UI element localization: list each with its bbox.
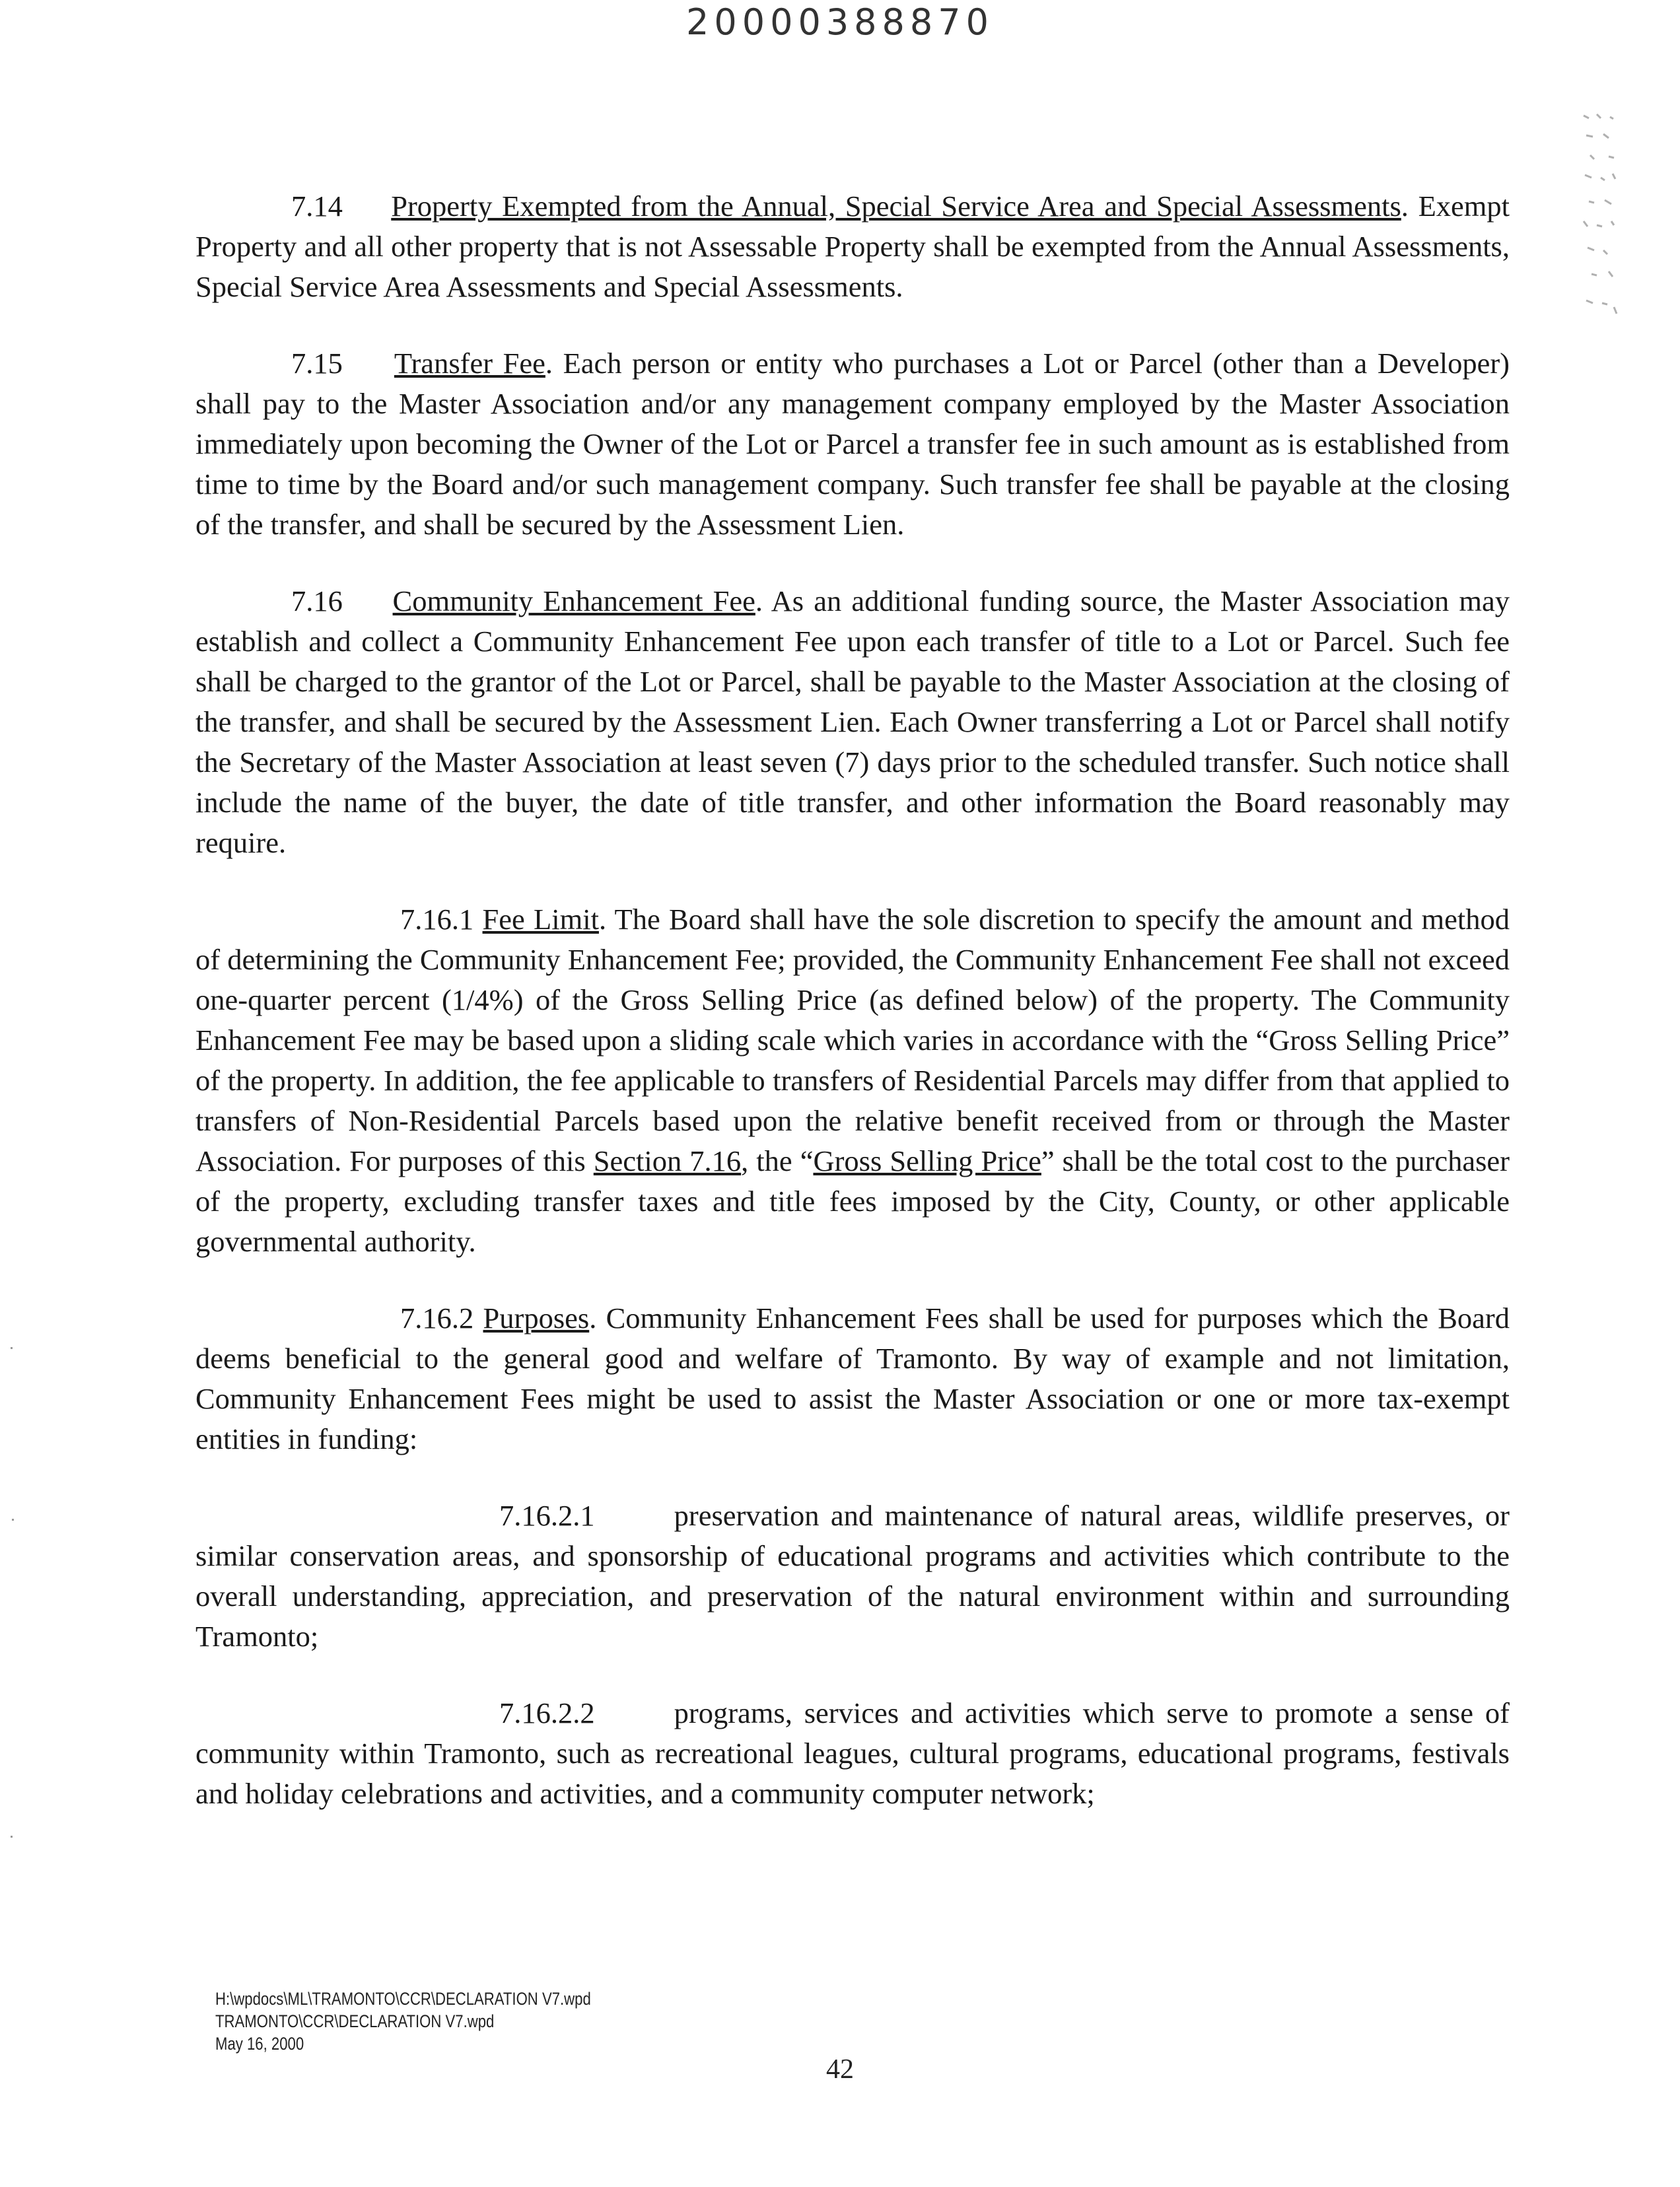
scan-speck: [12, 1519, 14, 1521]
section-number: 7.16: [291, 584, 343, 617]
section-title: Transfer Fee: [394, 347, 545, 380]
section-7-16-2-1: [195, 1496, 1510, 1657]
section-number: 7.16.2: [400, 1302, 474, 1335]
section-text: preservation and maintenance of natural areas, wildlife preserves, or similar conservation areas, and sponsorship of educational programs and activities which contribute to the overall understanding, appreciation, and preservation of the natural environment within and surrounding Tramonto;: [195, 1499, 1510, 1653]
section-7-15: [195, 343, 1510, 545]
defined-term: Gross Selling Price: [813, 1144, 1041, 1177]
section-number: 7.16.2.1: [499, 1499, 595, 1532]
section-number: 7.16.1: [400, 903, 474, 936]
section-number: 7.15: [291, 347, 343, 380]
section-reference: Section 7.16: [593, 1144, 742, 1177]
section-text: , the “: [741, 1144, 814, 1177]
section-text: . The Board shall have the sole discretion to specify the amount and method of determining the Community Enhancement Fee; provided, the Community Enhancement Fee shall not exceed one-quarter percent (1/4%) of the Gross Selling Price (as defined below) of the property. The Community Enhancement Fee may be based upon a sliding scale which varies in accordance with the “Gross Selling Price” of the property. In addition, the fee applicable to transfers of Residential Parcels may differ from that applied to transfers of Non-Residential Parcels based upon the relative benefit received from or through the Master Association. For purposes of this: [195, 903, 1510, 1177]
section-7-16-2-2: [195, 1693, 1510, 1814]
section-text: ” shall be the total cost to the purchaser of the property, excluding transfer taxes and title fees imposed by the City, County, or other applicable governmental authority.: [195, 1144, 1510, 1258]
section-text: . Each person or entity who purchases a Lot or Parcel (other than a Developer) shall pay to the Master Association and/or any management company employed by the Master Association immediately upon becoming the Owner of the Lot or Parcel a transfer fee in such amount as is established from time to time by the Board and/or such management company. Such transfer fee shall be payable at the closing of the transfer, and shall be secured by the Assessment Lien.: [195, 347, 1510, 541]
page-number: 42: [826, 2054, 854, 2085]
scan-speck: [11, 1347, 13, 1349]
footer-file-path-short: TRAMONTO\CCR\DECLARATION V7.wpd: [215, 2011, 495, 2031]
document-footer: [215, 1988, 591, 2055]
scan-speck: [11, 1836, 13, 1838]
section-7-16: [195, 581, 1510, 863]
section-text: programs, services and activities which serve to promote a sense of community within Tramonto, such as recreational leagues, cultural programs, educational programs, festivals and holiday celebrations and activities, and a community computer network;: [195, 1696, 1510, 1810]
section-number: 7.16.2.2: [499, 1696, 595, 1729]
footer-date: May 16, 2000: [215, 2034, 304, 2054]
section-text: . Community Enhancement Fees shall be used for purposes which the Board deems beneficial to the general good and welfare of Tramonto. By way of example and not limitation, Community Enhancement Fees might be used to assist the Master Association or one or more tax-exempt entities in funding:: [195, 1302, 1510, 1455]
section-text: . As an additional funding source, the Master Association may establish and collect a Community Enhancement Fee upon each transfer of title to a Lot or Parcel. Such fee shall be charged to the grantor of the Lot or Parcel, shall be payable to the Master Association at the closing of the transfer, and shall be secured by the Assessment Lien. Each Owner transferring a Lot or Parcel shall notify the Secretary of the Master Association at least seven (7) days prior to the scheduled transfer. Such notice shall include the name of the buyer, the date of title transfer, and other information the Board reasonably may require.: [195, 584, 1510, 859]
section-title: Purposes: [483, 1302, 590, 1335]
section-7-14: [195, 186, 1510, 307]
section-number: 7.14: [291, 190, 343, 223]
section-title: Property Exempted from the Annual, Special Service Area and Special Assessments: [391, 190, 1401, 223]
document-body: [195, 186, 1510, 1850]
footer-file-path: H:\wpdocs\ML\TRAMONTO\CCR\DECLARATION V7.wpd: [215, 1989, 591, 2009]
margin-stamp-mark: [1577, 109, 1623, 327]
section-7-16-2: [195, 1298, 1510, 1459]
section-title: Community Enhancement Fee: [392, 584, 755, 617]
section-title: Fee Limit: [482, 903, 599, 936]
section-text: . Exempt Property and all other property that is not Assessable Property shall be exempted from the Annual Assessments, Special Service Area Assessments and Special Assessments.: [195, 190, 1510, 303]
section-7-16-1: [195, 899, 1510, 1262]
document-id: 20000388870: [686, 1, 994, 43]
